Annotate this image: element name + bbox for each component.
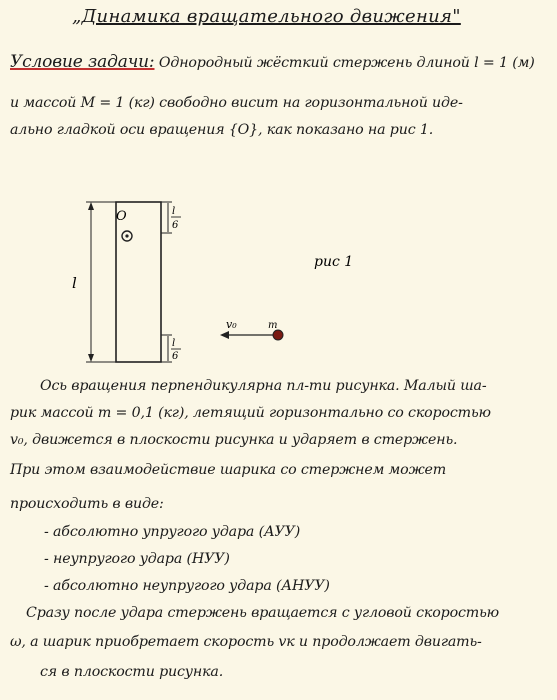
dim-arrow-down bbox=[88, 354, 94, 362]
velocity-arrowhead bbox=[220, 331, 229, 339]
length-label: l bbox=[72, 274, 77, 292]
dim-arrow-up bbox=[88, 202, 94, 210]
list-item-3: - абсолютно неупругого удара (АНУУ) bbox=[44, 578, 330, 594]
figure-rod bbox=[0, 190, 557, 380]
figure-caption: рис 1 bbox=[314, 254, 354, 270]
velocity-label: v₀ bbox=[226, 318, 237, 331]
pivot-dot bbox=[125, 234, 128, 237]
ball bbox=[273, 330, 283, 340]
text-line-5: рик массой m = 0,1 (кг), летящий горизонтально со скоростью bbox=[10, 405, 491, 421]
text-line-1: Однородный жёсткий стержень длиной l = 1 (м) bbox=[158, 55, 535, 71]
text-line-4: Ось вращения перпендикулярна пл-ти рисунка. Малый ша- bbox=[40, 378, 487, 394]
text-line-7: При этом взаимодействие шарика со стержнем может bbox=[10, 462, 447, 478]
condition-label: Условие задачи: bbox=[10, 52, 155, 72]
text-line-6: v₀, движется в плоскости рисунка и ударяет в стержень. bbox=[10, 432, 458, 448]
text-line-2: и массой M = 1 (кг) свободно висит на горизонтальной иде- bbox=[10, 95, 463, 111]
text-line-10: ω, а шарик приобретает скорость vк и продолжает двигать- bbox=[10, 634, 482, 650]
list-item-2: - неупругого удара (НУУ) bbox=[44, 551, 230, 567]
ball-label: m bbox=[268, 320, 278, 331]
text-line-11: ся в плоскости рисунка. bbox=[40, 664, 224, 680]
text-line-3: ально гладкой оси вращения {O}, как показано на рис 1. bbox=[10, 122, 434, 138]
text-line-9: Сразу после удара стержень вращается с угловой скоростью bbox=[26, 605, 499, 621]
rod bbox=[116, 202, 161, 362]
pivot-label: O bbox=[116, 209, 127, 224]
condition-line-1 bbox=[10, 52, 549, 72]
list-item-1: - абсолютно упругого удара (АУУ) bbox=[44, 524, 301, 540]
text-line-8: происходить в виде: bbox=[10, 496, 164, 512]
bot-frac-num: l bbox=[172, 338, 176, 349]
top-frac-den: 6 bbox=[172, 220, 179, 231]
bot-frac-den: 6 bbox=[172, 351, 179, 362]
top-frac-num: l bbox=[172, 206, 176, 217]
page-title: „Динамика вращательного движения" bbox=[72, 6, 461, 27]
